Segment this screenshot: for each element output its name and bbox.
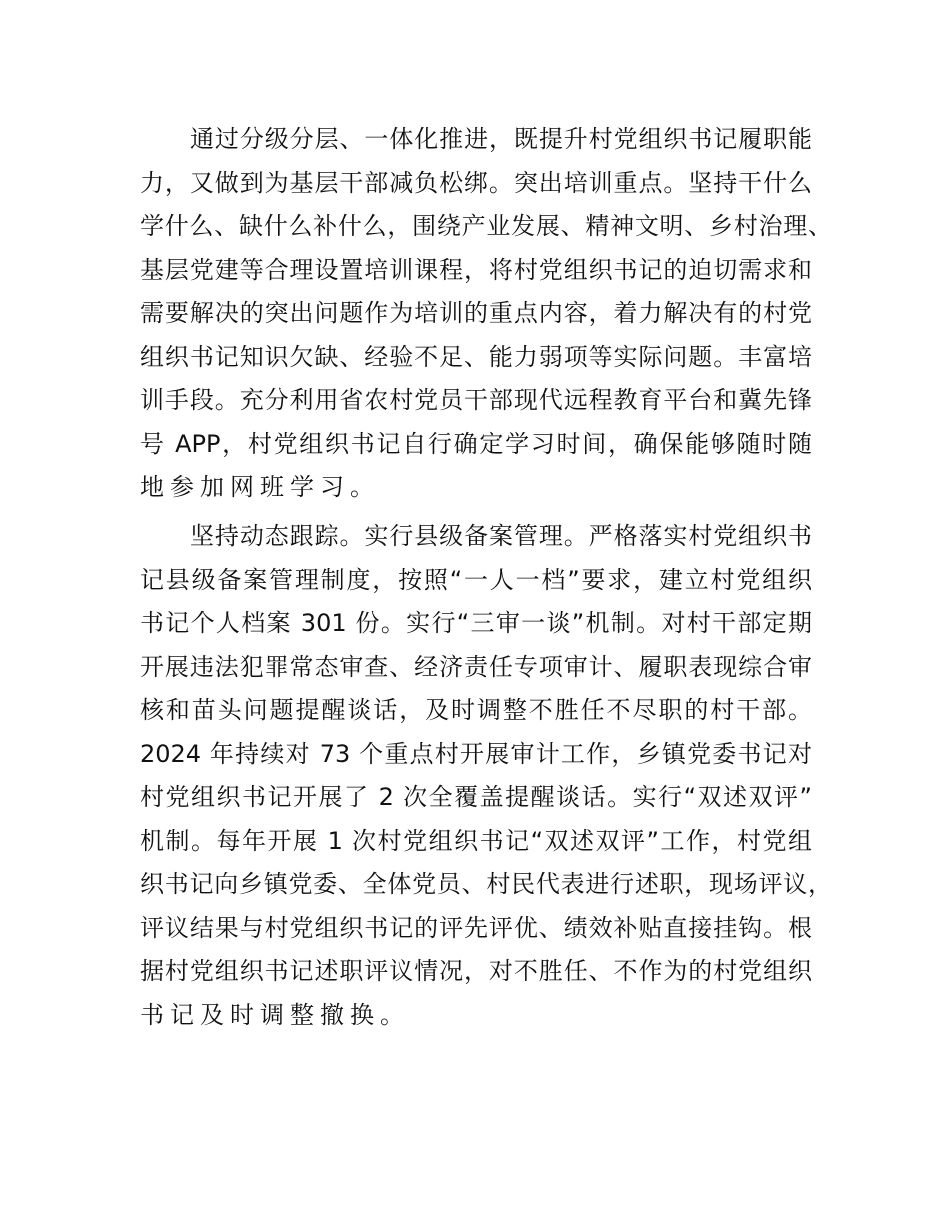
- text-line: 需要解决的突出问题作为培训的重点内容，着力解决有的村党: [140, 299, 812, 327]
- text-line: 训手段。充分利用省农村党员干部现代远程教育平台和冀先锋: [140, 386, 812, 414]
- text-line: 学什么、缺什么补什么，围绕产业发展、精神文明、乡村治理、: [140, 212, 832, 240]
- text-line: 机制。每年开展 1 次村党组织书记“双述双评”工作，村党组: [140, 826, 812, 855]
- text-line: 基层党建等合理设置培训课程，将村党组织书记的迫切需求和: [140, 255, 812, 284]
- text-line: 织书记向乡镇党委、全体党员、村民代表进行述职，现场评议，: [140, 870, 832, 898]
- text-line: 组织书记知识欠缺、经验不足、能力弱项等实际问题。丰富培: [140, 342, 812, 371]
- text-line: 号 APP，村党组织书记自行确定学习时间，确保能够随时随: [140, 429, 812, 458]
- text-line: 核和苗头问题提醒谈话，及时调整不胜任不尽职的村干部。: [140, 696, 812, 724]
- text-line: 据村党组织书记述职评议情况，对不胜任、不作为的村党组织: [140, 957, 812, 985]
- text-line: 村党组织书记开展了 2 次全覆盖提醒谈话。实行“双述双评”: [140, 783, 812, 811]
- text-line: 开展违法犯罪常态审查、经济责任专项审计、履职表现综合审: [140, 652, 812, 681]
- text-line: 评议结果与村党组织书记的评先评优、绩效补贴直接挂钩。根: [140, 913, 812, 942]
- text-line: 力，又做到为基层干部减负松绑。突出培训重点。坚持干什么: [140, 168, 812, 197]
- text-line: 书记个人档案 301 份。实行“三审一谈”机制。对村干部定期: [140, 609, 812, 637]
- paragraph-dynamic-tracking: [140, 515, 832, 1037]
- text-line: 记县级备案管理制度，按照“一人一档”要求，建立村党组织: [140, 565, 812, 594]
- text-line: 通过分级分层、一体化推进，既提升村党组织书记履职能: [190, 125, 812, 153]
- text-line: 坚持动态跟踪。实行县级备案管理。严格落实村党组织书: [190, 522, 812, 550]
- paragraph-training: [140, 118, 832, 510]
- text-line: 2024 年持续对 73 个重点村开展审计工作，乡镇党委书记对: [140, 739, 812, 768]
- text-line: 书记及时调整撤换。: [140, 1000, 410, 1029]
- text-line: 地参加网班学习。: [140, 473, 380, 501]
